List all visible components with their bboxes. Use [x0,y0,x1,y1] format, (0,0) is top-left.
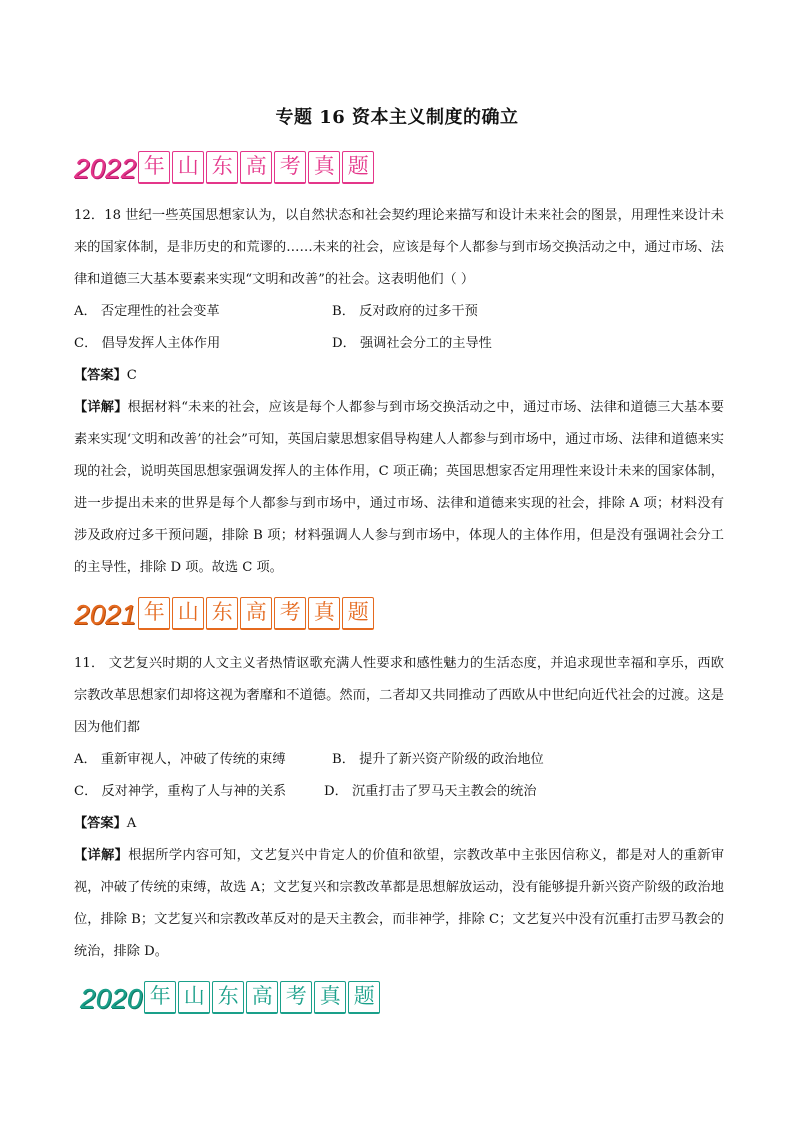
option-c: C． 反对神学，重构了人与神的关系 [74,784,287,799]
banner-year: 2022 [74,153,137,184]
answer-line [74,360,724,392]
banner-char: 题 [348,981,380,1014]
banner-tail [138,151,376,184]
banner-char: 山 [172,151,204,184]
banner-tail [144,981,382,1014]
answer-value: C [126,368,137,383]
options-row [74,744,724,776]
options-row [74,776,724,808]
option-d: D． 沉重打击了罗马天主教会的统治 [324,784,537,799]
answer-label: 【答案】 [74,368,127,383]
banner-tail [138,597,376,630]
banner-char: 山 [172,597,204,630]
banner-char: 年 [138,151,170,184]
banner-char: 考 [274,151,306,184]
option-a: A． 重新审视人，冲破了传统的束缚 [74,752,286,767]
answer-value: A [126,816,137,831]
question-11 [74,648,724,968]
detail-text: 根据材料“未来的社会，应该是每个人都参与到市场交换活动之中，通过市场、法律和道德三大基本要素来实现‘文明和改善’的社会”可知，英国启蒙思想家倡导构建人人都参与到市场中，通过市场、法律和道德来实现的社会，说明英国思想家强调发挥人的主体作用，C 项正确；英国思想家否定用理性来设计未来的国家体制，进一步提出未来的世界是每个人都参与到市场中，通过市场、法律和道德来实现的社会，排除 A 项；材料没有涉及政府过多干预问题，排除 B 项；材料强调人人参与到市场中，体现人的主体作用，但是没有强调社会分工的主导性，排除 D 项。故选 C 项。 [74,400,724,575]
banner-char: 山 [178,981,210,1014]
detail-label: 【详解】 [74,400,128,415]
banner-char: 高 [240,151,272,184]
banner-char: 真 [314,981,346,1014]
detail-paragraph [74,392,724,584]
detail-paragraph [74,840,724,968]
banner-char: 高 [240,597,272,630]
detail-text: 根据所学内容可知，文艺复兴中肯定人的价值和欲望，宗教改革中主张因信称义，都是对人的重新审视，冲破了传统的束缚，故选 A；文艺复兴和宗教改革都是思想解放运动，没有能够提升新兴资产阶级的政治地位，排除 B；文艺复兴和宗教改革反对的是天主教会，而非神学，排除 C；文艺复兴中没有沉重打击罗马教会的统治，排除 D。 [74,848,725,959]
banner-char: 高 [246,981,278,1014]
detail-label: 【详解】 [74,848,129,863]
banner-char: 题 [342,151,374,184]
banner-char: 真 [308,597,340,630]
option-a: A． 否定理性的社会变革 [74,304,220,319]
banner-2020 [80,980,382,1014]
question-stem: 11． 文艺复兴时期的人文主义者热情讴歌充满人性要求和感性魅力的生活态度，并追求现世幸福和享乐，西欧宗教改革思想家们却将这视为奢靡和不道德。然而，二者却又共同推动了西欧从中世纪向近代社会的过渡。这是因为他们都 [74,656,724,735]
banner-2022 [74,150,376,184]
options-row [74,296,724,328]
answer-label: 【答案】 [74,816,127,831]
banner-char: 东 [212,981,244,1014]
option-c: C． 倡导发挥人主体作用 [74,336,221,351]
question-stem: 12．18 世纪一些英国思想家认为，以自然状态和社会契约理论来描写和设计未来社会的图景，用理性来设计未来的国家体制，是非历史的和荒谬的……未来的社会，应该是每个人都参与到市场交换活动之中，通过市场、法律和道德三大基本要素来实现“文明和改善”的社会。这表明他们（ ） [74,208,724,287]
option-b: B． 反对政府的过多干预 [332,304,478,319]
question-12 [74,200,724,584]
banner-char: 年 [138,597,170,630]
banner-char: 东 [206,151,238,184]
option-b: B． 提升了新兴资产阶级的政治地位 [332,752,544,767]
page-title: 专题 16 资本主义制度的确立 [275,107,519,128]
banner-year: 2021 [74,599,137,630]
options-row [74,328,724,360]
option-d: D． 强调社会分工的主导性 [332,336,492,351]
answer-line [74,808,724,840]
banner-2021 [74,596,376,630]
banner-char: 东 [206,597,238,630]
banner-char: 年 [144,981,176,1014]
banner-char: 考 [280,981,312,1014]
banner-char: 题 [342,597,374,630]
banner-char: 真 [308,151,340,184]
banner-char: 考 [274,597,306,630]
banner-year: 2020 [80,983,143,1014]
